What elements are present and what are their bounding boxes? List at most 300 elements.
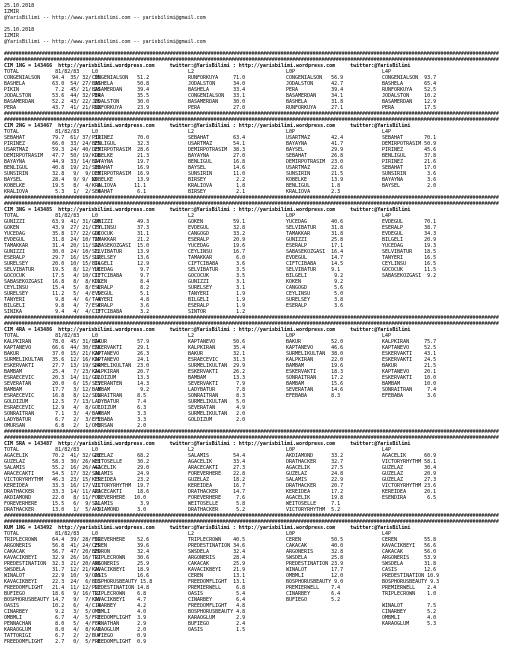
table-cell: KOKEN 8.4 <box>92 279 150 285</box>
table-cell: KOBELKE 19.5 8/ 4/ 8 <box>4 183 101 189</box>
table-cell: SURELSEY 13.6 <box>92 255 150 261</box>
table-cell: GUNIZZI 3.1 <box>188 279 246 285</box>
table-cell: ARACECAKTI 18.6 <box>92 489 150 495</box>
table-cell: SELVIBATUR 13.9 <box>92 249 150 255</box>
table-cell: CIFTCIBABA 14.5 <box>286 261 344 267</box>
table-cell: VICTORYRHYTHM 19.7 <box>92 483 150 489</box>
table-cell: SUNSIRIN 11.0 <box>188 171 246 177</box>
table-cell: EVDEGUL 70.1 <box>382 219 437 225</box>
table-cell: KEREIDEA 20.1 <box>382 489 437 495</box>
table-cell: EFEBABA 3.6 <box>382 393 437 399</box>
table-cell: TRIPLECROWN 30.6 <box>92 555 150 561</box>
table-cell: BAYAYNA 3.6 <box>382 177 437 183</box>
race-title: CIM 3NG = 143485 http://yarisbilimi.wordpress.com twitter:@YarisBilimi : http://yarisbilimi.wordpress.com twitter:@YarisBilimi <box>4 207 411 213</box>
table-cell: SEVERATAN 20.0 6/ 15/ 13 <box>4 381 101 387</box>
column-header: TOTAL 81/82/83 <box>4 531 80 537</box>
column-header: L0P <box>286 69 296 75</box>
table-cell: KALPKIRAN 35.4 <box>188 345 246 351</box>
table-cell: TRIPLECROWN 40.5 <box>188 537 246 543</box>
table-cell: FREEDOMFLIGHT 21.4 11/ 12/ 11 <box>4 585 101 591</box>
table-cell: ESRAECEVIC 31.3 <box>188 357 246 363</box>
table-cell: ARGONERIS 25.9 <box>92 561 150 567</box>
table-cell: USARTMAZ 59.3 24/ 40/ 25 <box>4 147 101 153</box>
table-cell: BILGELI 9.2 <box>286 273 344 279</box>
table-cell: AGACELIK 19.8 <box>286 495 344 501</box>
table-cell: KOBELKE 13.9 <box>286 177 344 183</box>
table-cell: OMBMLI 6.7 4/ 5/ 3 <box>4 615 101 621</box>
table-cell: FREEDOMFLIGHT 3.9 <box>92 615 147 621</box>
table-cell: KAVACIKBEYI 56.6 <box>382 543 437 549</box>
table-cell: GUZELAZ 27.3 <box>382 477 437 483</box>
column-header: L4P <box>382 69 392 75</box>
table-cell: PERA 17.5 <box>382 105 437 111</box>
table-cell: CONGENIALSON 94.4 35/ 32/ 35 <box>4 75 101 81</box>
hash-divider: ########################################################################################################################################################################## <box>4 519 499 525</box>
table-cell: CINARBEY 9.2 3/ 5/ 3 <box>4 609 101 615</box>
table-cell: GOCOCUK 17.5 4/ 10/ 11 <box>4 273 101 279</box>
table-cell: SINTOR 1.2 <box>188 309 246 315</box>
table-cell: BASHELA 33.4 <box>188 87 246 93</box>
table-cell: ESERALP 20.9 <box>188 237 246 243</box>
table-cell: DEMIRPOTRASIM 38.3 <box>188 147 246 153</box>
column-header: L0P <box>286 531 296 537</box>
table-cell: GOLDIZUM 6.3 <box>92 405 147 411</box>
table-cell: KAVACIKBEYI 4.7 <box>92 597 147 603</box>
table-cell: CIFTCIBABA 3.6 <box>188 261 246 267</box>
table-cell: CAKACAK 56.7 47/ 20/ 26 <box>4 549 101 555</box>
table-cell: TANYERI 16.5 <box>382 255 437 261</box>
table-cell: CASIS 12.6 <box>382 567 437 573</box>
table-cell: USARTMAZ 42.4 <box>286 135 344 141</box>
table-cell: BAMBAM 10.0 <box>382 381 437 387</box>
table-cell <box>286 639 378 645</box>
table-cell: SALAMIS 22.9 <box>286 477 344 483</box>
column-header: TOTAL 81/82/83 <box>4 333 80 339</box>
table-cell: KAPTANEVO 50.6 <box>188 339 246 345</box>
table-cell: FOREVERHERE 10.0 <box>92 495 147 501</box>
table-cell: ESERALP 3.6 <box>92 303 150 309</box>
table-cell: OASIS 5.4 <box>188 591 246 597</box>
table-cell: EFEBABA 3.3 <box>92 417 147 423</box>
table-cell: SEVERANTEN 14.3 <box>92 381 150 387</box>
column-header: L2 <box>188 129 195 135</box>
table-cell: GUZELAZ 18.2 <box>188 477 246 483</box>
column-header: L0P <box>286 129 296 135</box>
table-cell: ESERALP 3.6 <box>286 303 344 309</box>
table-cell: CEREN 39.6 <box>92 543 150 549</box>
table-cell: YUCEDAG 35.8 17/ 22/ 18 <box>4 231 101 237</box>
table-cell: BAKUR 37.0 15/ 21/ 20 <box>4 351 101 357</box>
table-cell: SELVIBATUR 3.5 <box>188 267 246 273</box>
table-cell: CINARBEY 4.2 <box>92 603 147 609</box>
table-cell: BUFIEGO 2.4 <box>188 621 246 627</box>
table-cell: JODALSTON 42.7 <box>286 81 344 87</box>
table-cell: KAVACIKBEYI 18.9 <box>92 567 150 573</box>
table-cell: GOCOCUK 31.1 <box>92 231 150 237</box>
table-cell: BOSPHORUSBEAUTY 9.0 <box>286 579 344 585</box>
table-cell: RUNFORKUYA 27.1 <box>286 105 344 111</box>
table-cell: ARGONERIS 56.8 41/ 24/ 25 <box>4 543 101 549</box>
table-cell: TATTORIGI 6.7 2/ 2/ 4 <box>4 633 101 639</box>
table-cell: KAPTANEVO 20.1 <box>382 369 437 375</box>
table-cell: CEYLINSU 15.4 5/ 8/ 6 <box>4 285 101 291</box>
table-cell: KRALIOVA 11.1 <box>92 183 147 189</box>
table-cell: SURMELIKULTAN 29.9 <box>188 363 246 369</box>
table-cell: SURELSEY 11.2 5/ 4/ 5 <box>4 291 101 297</box>
table-cell: KALPKIRAN 78.0 45/ 31/ 14 <box>4 339 101 345</box>
table-cell: KOBELKE 21.3 <box>92 153 150 159</box>
table-cell: KRALIOVA 5.3 1/ 2/ 4 <box>4 189 101 195</box>
table-cell: SUNSIRIN 3.6 <box>382 171 437 177</box>
table-cell: OASIS 16.6 <box>92 573 150 579</box>
table-cell: OMURSAN 6.8 2/ 1/ 3 <box>4 423 101 429</box>
table-cell: SURMELIKULTAN 23.0 <box>92 363 150 369</box>
table-cell: GOLDIZUM 12.5 7/ 13/ 1 <box>4 399 101 405</box>
table-cell: ESERALP 1.9 <box>188 303 246 309</box>
table-cell: BAYSEL 29.9 <box>286 147 344 153</box>
table-cell: DEMIRPOTRASIM 47.7 50/ 19/ 18 <box>4 153 101 159</box>
table-cell: AKDIAMOND 22.0 8/ 11/ 9 <box>4 495 101 501</box>
table-cell: BAMBAM 17.7 3/ 12/ 8 <box>4 387 101 393</box>
column-header: L0 <box>92 129 99 135</box>
header-author: IZMIR <box>4 9 20 15</box>
table-cell: SEBAHAT 6.1 <box>92 189 147 195</box>
table-cell: KEREIDEA 23.2 <box>92 477 150 483</box>
table-cell: TAMAKKAR 21.2 <box>92 237 150 243</box>
table-cell: ESERALP 38.7 <box>382 225 437 231</box>
table-cell: BAKUR 52.0 <box>286 339 344 345</box>
table-cell: PIRINEZ 21.6 <box>382 159 437 165</box>
table-cell: BILGELI 20.9 <box>382 237 437 243</box>
table-cell: CONGENIALSON 51.2 <box>92 75 150 81</box>
table-cell: GOCOCUK 3.5 <box>188 273 246 279</box>
table-cell: USARTMAZ 54.1 <box>188 141 246 147</box>
table-cell: BENLIGUL 37.8 <box>382 153 437 159</box>
table-cell <box>382 639 524 645</box>
table-cell: KOKEN 9.2 <box>286 279 344 285</box>
table-cell: OASIS 10.2 6/ 4/ 4 <box>4 603 101 609</box>
table-cell: SONRAITRAN 17.2 <box>286 375 344 381</box>
table-cell: PREMIERWELL 2.4 <box>382 585 437 591</box>
table-cell: BAKUR 57.9 <box>92 339 150 345</box>
table-cell: GUNIZZI 25.8 <box>286 237 344 243</box>
table-cell: CONGENIALSON 93.7 <box>382 75 437 81</box>
table-cell: SEBAHAT 17.0 <box>382 165 437 171</box>
column-header: L4P <box>382 333 392 339</box>
race-title: CIM 5RA = 143487 http://yarisbilimi.wordpress.com twitter:@YarisBilimi : http://yarisbilimi.wordpress.com twitter:@YarisBilimi <box>4 441 411 447</box>
table-cell: PREDESTINATION 23.9 <box>286 561 344 567</box>
race-title: CIM 1NG = 143466 http://yarisbilimi.wordpress.com twitter:@YarisBilimi : http://yarisbilimi.wordpress.com twitter:@YarisBilimi <box>4 63 411 69</box>
table-cell: KEREIDEA 17.2 <box>286 489 344 495</box>
table-cell: PREDESTINATION 10.9 <box>382 573 440 579</box>
table-cell: BASAMERDAN 34.1 <box>286 93 344 99</box>
table-cell: BAMBAM 13.3 <box>188 375 246 381</box>
table-cell: TRIPLECROWN 1.0 <box>382 591 437 597</box>
table-cell: BENLIGUL 32.3 <box>92 141 150 147</box>
column-header: L2 <box>188 447 195 453</box>
table-cell: WEITOSELLE 5.8 <box>188 501 246 507</box>
table-cell: BAMBAM 15.6 <box>286 381 344 387</box>
table-cell: PREMIERWELL 6.8 <box>188 585 246 591</box>
column-header: L0P <box>286 333 296 339</box>
table-cell: BAYSEL 28.4 9/ 9/ 18 <box>4 177 98 183</box>
table-cell: VICTORYRHYTHM 23.6 <box>382 483 437 489</box>
table-cell: CEREN 50.5 <box>286 537 344 543</box>
table-cell: SURELSEY 3.1 <box>188 285 246 291</box>
table-cell: JODALSTON 34.0 <box>188 81 246 87</box>
table-cell: ESKERVAKTI 18.3 <box>286 369 344 375</box>
hash-divider: ########################################################################################################################################################################## <box>4 321 499 327</box>
table-cell: KEREIDEA 16.7 <box>188 483 246 489</box>
table-cell: SABASEKOZGASI 16.4 <box>286 249 344 255</box>
table-cell: YUCEDAG 40.6 <box>286 219 344 225</box>
table-cell: SURMELIKULTAN 35.6 12/ 16/ 16 <box>4 357 101 363</box>
table-cell: FREEDOMFLIGHT 2.7 0/ 5/ 0 <box>4 639 101 645</box>
table-cell: SELVIBATUR 18.5 <box>382 249 437 255</box>
table-cell: KAPTANEVO 26.3 <box>92 351 150 357</box>
table-cell: SELVIBATUR 9.1 <box>286 267 341 273</box>
table-cell: GOKEN 43.9 27/ 21/ 19 <box>4 225 101 231</box>
table-cell: GOLDIZUM 13.3 <box>92 375 150 381</box>
table-cell: ESKERVAKTI 26.2 <box>188 369 246 375</box>
table-cell: CONGENIALSON 56.9 <box>286 75 344 81</box>
table-cell: TAMAKKAR 31.8 <box>286 231 344 237</box>
table-cell: SALAMIS 54.4 <box>188 453 246 459</box>
table-cell: BENLIGUL 16.8 <box>188 159 246 165</box>
column-header: TOTAL 81/82/83 <box>4 213 80 219</box>
table-cell: WEITOSELLE 30.2 <box>92 459 150 465</box>
table-cell: CEREN 55.8 <box>382 537 437 543</box>
table-cell: CAKACAK 40.0 <box>286 543 344 549</box>
table-cell: TAMAKKAR 6.0 <box>188 255 246 261</box>
table-cell: BASAMERDAN 12.9 <box>382 99 437 105</box>
table-cell: CINARBEY 6.4 <box>286 591 341 597</box>
table-cell: WINALOT 7.5 <box>382 603 437 609</box>
table-cell: OMURSAN 2.0 <box>92 423 147 429</box>
table-cell: SEBAHAT 16.9 <box>92 165 150 171</box>
table-cell: BAYAYNA 41.7 <box>286 141 344 147</box>
table-cell: GUNIZZI 63.9 41/ 31/ 30 <box>4 219 101 225</box>
table-cell: SONRAITRAN 8.3 <box>188 393 246 399</box>
table-cell: EVDEGUL 34.3 <box>382 231 437 237</box>
table-cell: KARAOGLUM 8.0 4/ 8/ 3 <box>4 627 101 633</box>
table-cell: PIRINEZ 45.6 <box>382 147 437 153</box>
table-cell: BUFIEGO 0.9 <box>92 633 147 639</box>
table-cell: GUZELAZ 20.9 <box>382 471 437 477</box>
table-cell: CAKACAK 56.0 <box>382 549 437 555</box>
table-cell: PREDESTINATION 32.3 21/ 20/ 30 <box>4 561 101 567</box>
table-cell: CINARBEY 5.2 <box>382 609 437 615</box>
header-contact: @YarisBilimi -- http://www.yarisbilimi.com -- yarisbilimi@gmail.com <box>4 15 206 21</box>
table-cell: CIFTCIBABA 3.2 <box>92 309 150 315</box>
table-cell: KOBELKE 13.9 <box>92 177 150 183</box>
table-cell: ESRAECEVIC 16.8 8/ 12/ 11 <box>4 393 101 399</box>
table-cell: DEMIRPOTRASIM 28.6 <box>92 147 150 153</box>
table-cell: BAMBAM 19.6 <box>286 363 344 369</box>
table-cell: ARACECAKTI 54.5 17/ 32/ 30 <box>4 471 101 477</box>
table-cell: OMBMLI 12.0 <box>286 573 344 579</box>
race-title: CIM 4RA = 143486 http://yarisbilimi.wordpress.com twitter:@YarisBilimi : http://yarisbilimi.wordpress.com twitter:@YarisBilimi <box>4 327 411 333</box>
table-cell: PERA 43.7 41/ 21/ 32 <box>4 105 101 111</box>
column-header: L2 <box>188 69 195 75</box>
table-cell: CIFTCIBABA 9.7 <box>92 273 150 279</box>
table-cell: EVDEGUL 32.8 <box>188 225 246 231</box>
table-cell: GUNIZZI 49.3 <box>92 219 150 225</box>
table-cell: KAVACIKBEYI 21.9 <box>188 567 246 573</box>
table-cell: CANGOGD 33.2 <box>188 231 246 237</box>
hash-divider: ########################################################################################################################################################################## <box>4 429 499 435</box>
table-cell: SURMELIKULTAN 38.0 <box>286 351 344 357</box>
table-cell: JODALSTON 10.2 <box>382 93 437 99</box>
table-cell: SELVIBATUR 31.8 <box>286 225 344 231</box>
table-cell: KALPKIRAN 22.0 <box>286 357 344 363</box>
table-cell: DEMIRPOTRASIM 16.9 <box>92 171 150 177</box>
table-cell: TANYERI 4.8 <box>92 297 150 303</box>
table-cell <box>188 639 282 645</box>
header-author-repeat: IZMIR <box>4 33 20 39</box>
column-header: L0 <box>92 531 99 537</box>
table-cell: SALAMIS 24.9 <box>92 471 150 477</box>
table-cell: CEYLINSU 37.3 <box>92 225 150 231</box>
column-header: L0 <box>92 447 99 453</box>
table-cell: CONGENIALSON 33.1 <box>188 93 246 99</box>
table-cell: CEYLINSU 16.5 <box>382 261 437 267</box>
table-cell: JODALSTON 30.0 <box>92 99 150 105</box>
table-cell: RUNFORKUYA 52.5 <box>382 87 437 93</box>
table-cell: DEMIRPOTRASIM 50.9 <box>382 141 437 147</box>
table-cell: BILGELI 1.9 <box>188 297 246 303</box>
table-cell: AGACELIK 33.4 <box>188 459 246 465</box>
table-cell: EVDEGUL 14.7 <box>286 255 344 261</box>
table-cell: AGACELIK 27.5 <box>286 465 344 471</box>
table-cell: FOREVERHERE 22.8 <box>188 471 246 477</box>
table-cell: SONRAITRAN 7.1 3/ 4/ 4 <box>4 411 101 417</box>
table-cell: ARGONERIS 28.4 <box>188 555 246 561</box>
table-cell: LADYBATUR 7.8 <box>188 387 246 393</box>
race-title: CIM 2NG = 143467 http://yarisbilimi.wordpress.com twitter:@YarisBilimi : http://yarisbilimi.wordpress.com twitter:@YarisBilimi <box>4 123 411 129</box>
table-cell: BASHELA 63.0 54/ 27/ 30 <box>4 81 101 87</box>
table-cell: SEBAHAT 79.7 61/ 37/ 33 <box>4 135 101 141</box>
table-cell: BASHELA 31.8 <box>286 99 344 105</box>
table-cell: BAYAYNA 27.0 <box>188 153 246 159</box>
table-cell: ESERALP 17.1 <box>286 243 344 249</box>
table-cell: KARAOGLUM 2.0 <box>92 627 147 633</box>
table-cell: ESKERVAKTI 10.0 <box>382 375 437 381</box>
table-cell: VICTORYRHYTHM 58.1 <box>382 459 437 465</box>
table-cell: BAMBAM 9.2 <box>92 387 150 393</box>
table-cell: BUFIEGO 18.6 9/ 16/ 12 <box>4 591 101 597</box>
table-cell: PERA 27.0 <box>188 105 246 111</box>
table-cell: SABASEKOZGASI 16.8 8/ 8/ 11 <box>4 279 101 285</box>
table-cell: BOSPHORUSBEAUTY 14.7 9/ 7/ 10 <box>4 597 101 603</box>
table-cell: DEMIRPOTRASIM 23.0 <box>286 159 344 165</box>
table-cell: KALPKIRAN 20.7 <box>92 369 150 375</box>
hash-divider: ########################################################################################################################################################################## <box>4 117 499 123</box>
table-cell: KARAOGLUM 5.3 <box>382 621 437 627</box>
table-cell: GUZELAZ 30.4 <box>382 465 437 471</box>
table-cell: PIKIN 7.2 45/ 21/ 28 <box>4 87 101 93</box>
table-cell: SURMELIKULTAN 5.0 <box>188 399 246 405</box>
column-header: L4P <box>382 531 392 537</box>
table-cell: GUNIZZI 30.0 24/ 10/ 12 <box>4 249 101 255</box>
table-cell: FREEDOMFLIGHT 4.8 <box>188 603 246 609</box>
table-cell: BASAMERDAN 39.4 <box>92 87 150 93</box>
table-cell: CEREN 13.1 <box>188 573 246 579</box>
table-cell: SUNSIRIN 21.5 <box>286 171 344 177</box>
table-cell: BIRSEY 2.1 <box>188 189 246 195</box>
table-cell: SURMELIKULTAN 2.0 <box>188 411 246 417</box>
table-cell: BAKUR 21.5 <box>382 363 437 369</box>
table-cell: BOSPHORUSBEAUTY 9.3 <box>382 579 440 585</box>
table-cell: TAMAKKAR 31.4 20/ 11/ 12 <box>4 243 101 249</box>
table-cell: SEBAHAT 26.8 <box>286 153 344 159</box>
table-cell: ESRAECEVIC 20.3 14/ 11/ 12 <box>4 375 101 381</box>
table-cell: PREDESTINATION 34.6 <box>188 543 246 549</box>
column-header: L0 <box>92 213 99 219</box>
table-cell: BAYSEL 2.0 <box>382 183 437 189</box>
table-cell: EFEBABA 8.3 <box>286 393 341 399</box>
table-cell: ESKERVAKTI 27.7 13/ 19/ 24 <box>4 363 101 369</box>
table-cell: LADYBATUR 6.7 2/ 3/ 5 <box>4 417 101 423</box>
table-cell: BIRSEY 2.2 <box>188 177 246 183</box>
table-cell: ARACECAKTI 27.3 <box>188 465 246 471</box>
table-cell: OMBMLI 4.0 <box>92 609 147 615</box>
table-cell: SALAMIS 3.9 <box>92 501 150 507</box>
table-cell: CAKACAK 25.9 <box>188 561 246 567</box>
table-cell: KAVACIKBEYI 32.9 26/ 16/ 17 <box>4 555 101 561</box>
hash-divider: ########################################################################################################################################################################## <box>4 111 499 117</box>
table-cell: ESERALP 8.2 <box>92 285 150 291</box>
table-cell: ESERALP 29.7 16/ 15/ 12 <box>4 255 101 261</box>
column-header: TOTAL 81/82/83 <box>4 129 80 135</box>
table-cell: ESKERVAKTI 43.1 <box>382 351 437 357</box>
table-cell: KAVACIKBEYI 22.3 24/ 6/ 11 <box>4 579 101 585</box>
table-cell: SEBAHAT 63.4 <box>188 135 246 141</box>
table-cell: FERNATHAN 2.9 <box>92 621 147 627</box>
table-cell: DRATHACKER 32.7 <box>286 459 344 465</box>
table-cell: PIRINEZ 70.0 <box>92 135 150 141</box>
table-cell: PREMIERWELL 7.4 <box>286 585 341 591</box>
table-cell: PENNACHAN 8.0 5/ 4/ 4 <box>4 621 101 627</box>
table-cell: SWSDELA 25.8 <box>286 555 344 561</box>
table-cell: KAPTANEVO 46.6 <box>286 345 344 351</box>
column-header: L4P <box>382 447 392 453</box>
table-cell: SABASEKOZGASI 9.2 <box>382 273 437 279</box>
table-cell: DRATHACKER 5.2 <box>188 507 246 513</box>
table-cell: CEYLINSU 5.0 <box>286 291 344 297</box>
table-cell: FOREVERHERE 7.6 <box>188 495 246 501</box>
table-cell: BILGELI 12.9 <box>92 261 150 267</box>
table-cell: BUFIEGO 5.2 <box>286 597 341 603</box>
column-header: L0P <box>286 447 296 453</box>
column-header: TOTAL 81/82/83 <box>4 447 80 453</box>
table-cell: AGACELIK 70.2 41/ 32/ 28 <box>4 453 101 459</box>
table-cell: EVDEGUL 5.1 <box>92 291 150 297</box>
table-cell: TRIPLECROWN 6.8 <box>92 591 147 597</box>
table-cell: YUCEDAG 19.6 <box>188 243 246 249</box>
table-cell: ARGONERIS 32.8 <box>286 549 344 555</box>
table-cell: BENLIGUL 1.8 <box>286 183 341 189</box>
table-cell: BAKUR 32.1 <box>188 351 246 357</box>
hash-divider: ########################################################################################################################################################################## <box>4 57 499 63</box>
table-cell: KALPKIRAN 75.7 <box>382 339 437 345</box>
table-cell: PERA 35.5 <box>92 93 150 99</box>
table-cell: AKDIAMOND 3.0 <box>92 507 147 513</box>
header-contact-repeat: @YarisBilimi -- http://www.yarisbilimi.com -- yarisbilimi@gmail.com <box>4 39 206 45</box>
table-cell: GOKEN 59.1 <box>188 219 246 225</box>
table-cell: SWSDELA 32.4 <box>188 549 246 555</box>
column-header: L2 <box>188 333 195 339</box>
